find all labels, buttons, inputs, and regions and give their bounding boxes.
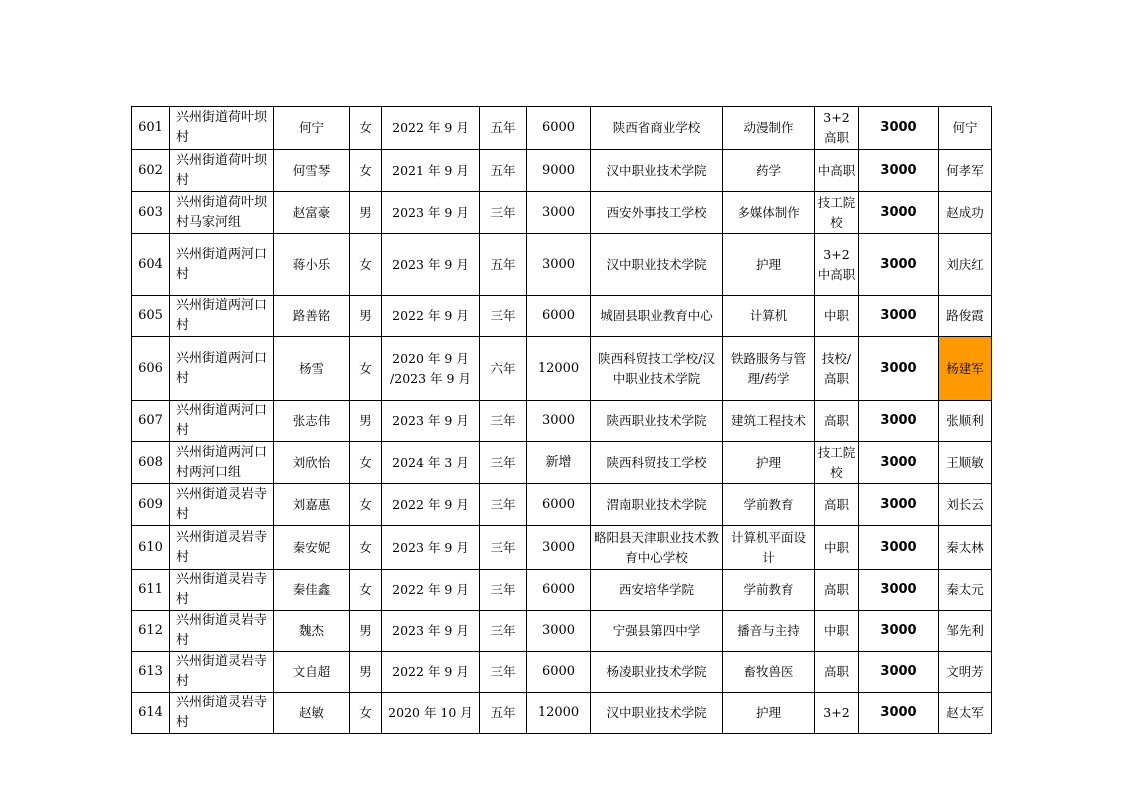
student-name-cell: 何雪琴 <box>274 150 350 192</box>
major-cell: 计算机平面设计 <box>723 526 815 570</box>
major-cell: 多媒体制作 <box>723 192 815 234</box>
enrollment-date-cell: 2020 年 10 月 <box>382 693 480 734</box>
fee-cell: 3000 <box>527 234 591 296</box>
subsidy-amount-cell: 3000 <box>859 570 939 611</box>
school-cell: 杨凌职业技术学院 <box>591 652 723 693</box>
enrollment-date-cell: 2023 年 9 月 <box>382 192 480 234</box>
major-cell: 护理 <box>723 442 815 484</box>
school-level-cell: 中高职 <box>815 150 859 192</box>
gender-cell: 男 <box>350 296 382 337</box>
table-row <box>132 526 992 570</box>
village-cell: 兴州街道荷叶坝村 <box>170 107 274 150</box>
table-row <box>132 107 992 150</box>
table-body <box>132 107 992 734</box>
gender-cell: 男 <box>350 611 382 652</box>
village-cell: 兴州街道两河口村两河口组 <box>170 442 274 484</box>
enrollment-date-cell: 2023 年 9 月 <box>382 611 480 652</box>
major-cell: 学前教育 <box>723 570 815 611</box>
fee-cell: 6000 <box>527 652 591 693</box>
subsidy-amount-cell: 3000 <box>859 296 939 337</box>
fee-cell: 3000 <box>527 192 591 234</box>
student-name-cell: 张志伟 <box>274 401 350 442</box>
student-name-cell: 文自超 <box>274 652 350 693</box>
village-cell: 兴州街道灵岩寺村 <box>170 611 274 652</box>
student-name-cell: 秦安妮 <box>274 526 350 570</box>
enrollment-date-cell: 2022 年 9 月 <box>382 652 480 693</box>
village-cell: 兴州街道两河口村 <box>170 337 274 401</box>
study-years-cell: 三年 <box>480 442 527 484</box>
subsidy-amount-cell: 3000 <box>859 234 939 296</box>
village-cell: 兴州街道两河口村 <box>170 296 274 337</box>
enrollment-date-cell: 2022 年 9 月 <box>382 484 480 526</box>
school-cell: 陕西省商业学校 <box>591 107 723 150</box>
guardian-name-cell: 何宁 <box>939 107 992 150</box>
student-name-cell: 刘嘉惠 <box>274 484 350 526</box>
school-level-cell: 中职 <box>815 611 859 652</box>
subsidy-amount-cell: 3000 <box>859 107 939 150</box>
row-number-cell: 602 <box>132 150 170 192</box>
gender-cell: 女 <box>350 337 382 401</box>
row-number-cell: 607 <box>132 401 170 442</box>
major-cell: 播音与主持 <box>723 611 815 652</box>
row-number-cell: 609 <box>132 484 170 526</box>
school-level-cell: 3+2 <box>815 693 859 734</box>
school-level-cell: 技校/高职 <box>815 337 859 401</box>
subsidy-amount-cell: 3000 <box>859 526 939 570</box>
school-level-cell: 高职 <box>815 401 859 442</box>
table-row <box>132 484 992 526</box>
village-cell: 兴州街道灵岩寺村 <box>170 570 274 611</box>
guardian-name-cell: 秦太林 <box>939 526 992 570</box>
study-years-cell: 五年 <box>480 107 527 150</box>
enrollment-date-cell: 2022 年 9 月 <box>382 570 480 611</box>
guardian-name-cell: 刘长云 <box>939 484 992 526</box>
student-name-cell: 蒋小乐 <box>274 234 350 296</box>
row-number-cell: 610 <box>132 526 170 570</box>
row-number-cell: 613 <box>132 652 170 693</box>
subsidy-amount-cell: 3000 <box>859 192 939 234</box>
major-cell: 药学 <box>723 150 815 192</box>
enrollment-date-cell: 2022 年 9 月 <box>382 296 480 337</box>
school-cell: 陕西科贸技工学校/汉中职业技术学院 <box>591 337 723 401</box>
major-cell: 护理 <box>723 234 815 296</box>
guardian-name-cell: 文明芳 <box>939 652 992 693</box>
enrollment-date-cell: 2023 年 9 月 <box>382 526 480 570</box>
school-level-cell: 技工院校 <box>815 192 859 234</box>
row-number-cell: 614 <box>132 693 170 734</box>
village-cell: 兴州街道灵岩寺村 <box>170 526 274 570</box>
school-level-cell: 高职 <box>815 484 859 526</box>
gender-cell: 女 <box>350 442 382 484</box>
guardian-name-cell: 赵太军 <box>939 693 992 734</box>
student-name-cell: 刘欣怡 <box>274 442 350 484</box>
village-cell: 兴州街道两河口村 <box>170 401 274 442</box>
study-years-cell: 三年 <box>480 526 527 570</box>
gender-cell: 女 <box>350 107 382 150</box>
row-number-cell: 601 <box>132 107 170 150</box>
enrollment-date-cell: 2021 年 9 月 <box>382 150 480 192</box>
fee-cell: 6000 <box>527 484 591 526</box>
enrollment-date-cell: 2020 年 9 月 /2023 年 9 月 <box>382 337 480 401</box>
guardian-name-cell: 王顺敏 <box>939 442 992 484</box>
school-cell: 西安培华学院 <box>591 570 723 611</box>
village-cell: 兴州街道灵岩寺村 <box>170 652 274 693</box>
gender-cell: 女 <box>350 570 382 611</box>
enrollment-date-cell: 2022 年 9 月 <box>382 107 480 150</box>
enrollment-date-cell: 2024 年 3 月 <box>382 442 480 484</box>
school-level-cell: 中职 <box>815 526 859 570</box>
village-cell: 兴州街道荷叶坝村 <box>170 150 274 192</box>
subsidy-amount-cell: 3000 <box>859 401 939 442</box>
school-cell: 城固县职业教育中心 <box>591 296 723 337</box>
subsidy-amount-cell: 3000 <box>859 150 939 192</box>
gender-cell: 女 <box>350 484 382 526</box>
village-cell: 兴州街道灵岩寺村 <box>170 693 274 734</box>
village-cell: 兴州街道两河口村 <box>170 234 274 296</box>
major-cell: 学前教育 <box>723 484 815 526</box>
fee-cell: 6000 <box>527 570 591 611</box>
major-cell: 畜牧兽医 <box>723 652 815 693</box>
school-cell: 渭南职业技术学院 <box>591 484 723 526</box>
student-name-cell: 赵富豪 <box>274 192 350 234</box>
fee-cell: 9000 <box>527 150 591 192</box>
student-name-cell: 路善铭 <box>274 296 350 337</box>
row-number-cell: 606 <box>132 337 170 401</box>
gender-cell: 女 <box>350 693 382 734</box>
table-row <box>132 192 992 234</box>
table-row <box>132 150 992 192</box>
gender-cell: 男 <box>350 652 382 693</box>
school-cell: 陕西职业技术学院 <box>591 401 723 442</box>
fee-cell: 12000 <box>527 693 591 734</box>
table-row <box>132 401 992 442</box>
fee-cell: 3000 <box>527 401 591 442</box>
study-years-cell: 三年 <box>480 296 527 337</box>
study-years-cell: 三年 <box>480 570 527 611</box>
study-years-cell: 五年 <box>480 150 527 192</box>
study-years-cell: 三年 <box>480 652 527 693</box>
guardian-name-cell: 何孝军 <box>939 150 992 192</box>
school-cell: 宁强县第四中学 <box>591 611 723 652</box>
row-number-cell: 604 <box>132 234 170 296</box>
school-level-cell: 技工院校 <box>815 442 859 484</box>
study-years-cell: 三年 <box>480 611 527 652</box>
study-years-cell: 五年 <box>480 234 527 296</box>
school-level-cell: 高职 <box>815 652 859 693</box>
table-row <box>132 652 992 693</box>
table-row <box>132 234 992 296</box>
table-row <box>132 611 992 652</box>
student-name-cell: 赵敏 <box>274 693 350 734</box>
gender-cell: 女 <box>350 234 382 296</box>
guardian-name-cell: 赵成功 <box>939 192 992 234</box>
guardian-name-cell: 邹先利 <box>939 611 992 652</box>
student-name-cell: 杨雪 <box>274 337 350 401</box>
fee-cell: 6000 <box>527 107 591 150</box>
gender-cell: 男 <box>350 401 382 442</box>
enrollment-date-cell: 2023 年 9 月 <box>382 234 480 296</box>
subsidy-amount-cell: 3000 <box>859 693 939 734</box>
study-years-cell: 三年 <box>480 401 527 442</box>
gender-cell: 男 <box>350 192 382 234</box>
table-row <box>132 693 992 734</box>
study-years-cell: 六年 <box>480 337 527 401</box>
village-cell: 兴州街道灵岩寺村 <box>170 484 274 526</box>
enrollment-date-cell: 2023 年 9 月 <box>382 401 480 442</box>
student-name-cell: 何宁 <box>274 107 350 150</box>
guardian-name-cell: 秦太元 <box>939 570 992 611</box>
subsidy-table <box>131 106 992 734</box>
row-number-cell: 603 <box>132 192 170 234</box>
fee-cell: 3000 <box>527 526 591 570</box>
gender-cell: 女 <box>350 150 382 192</box>
village-cell: 兴州街道荷叶坝村马家河组 <box>170 192 274 234</box>
table-row <box>132 296 992 337</box>
study-years-cell: 三年 <box>480 484 527 526</box>
table-row <box>132 570 992 611</box>
school-level-cell: 3+2 中高职 <box>815 234 859 296</box>
row-number-cell: 608 <box>132 442 170 484</box>
school-cell: 略阳县天津职业技术教育中心学校 <box>591 526 723 570</box>
school-level-cell: 3+2 高职 <box>815 107 859 150</box>
fee-cell: 6000 <box>527 296 591 337</box>
guardian-name-cell: 杨建军 <box>939 337 992 401</box>
study-years-cell: 三年 <box>480 192 527 234</box>
school-cell: 陕西科贸技工学校 <box>591 442 723 484</box>
major-cell: 建筑工程技术 <box>723 401 815 442</box>
fee-cell: 3000 <box>527 611 591 652</box>
school-level-cell: 中职 <box>815 296 859 337</box>
row-number-cell: 611 <box>132 570 170 611</box>
school-cell: 汉中职业技术学院 <box>591 693 723 734</box>
school-level-cell: 高职 <box>815 570 859 611</box>
table-row <box>132 442 992 484</box>
row-number-cell: 605 <box>132 296 170 337</box>
student-name-cell: 秦佳鑫 <box>274 570 350 611</box>
school-cell: 汉中职业技术学院 <box>591 150 723 192</box>
fee-cell: 12000 <box>527 337 591 401</box>
student-name-cell: 魏杰 <box>274 611 350 652</box>
subsidy-amount-cell: 3000 <box>859 484 939 526</box>
school-cell: 汉中职业技术学院 <box>591 234 723 296</box>
subsidy-amount-cell: 3000 <box>859 652 939 693</box>
row-number-cell: 612 <box>132 611 170 652</box>
school-cell: 西安外事技工学校 <box>591 192 723 234</box>
subsidy-amount-cell: 3000 <box>859 442 939 484</box>
study-years-cell: 五年 <box>480 693 527 734</box>
guardian-name-cell: 刘庆红 <box>939 234 992 296</box>
guardian-name-cell: 张顺利 <box>939 401 992 442</box>
major-cell: 计算机 <box>723 296 815 337</box>
major-cell: 护理 <box>723 693 815 734</box>
table-row <box>132 337 992 401</box>
major-cell: 铁路服务与管理/药学 <box>723 337 815 401</box>
major-cell: 动漫制作 <box>723 107 815 150</box>
guardian-name-cell: 路俊霞 <box>939 296 992 337</box>
subsidy-amount-cell: 3000 <box>859 611 939 652</box>
fee-cell: 新增 <box>527 442 591 484</box>
gender-cell: 女 <box>350 526 382 570</box>
subsidy-amount-cell: 3000 <box>859 337 939 401</box>
